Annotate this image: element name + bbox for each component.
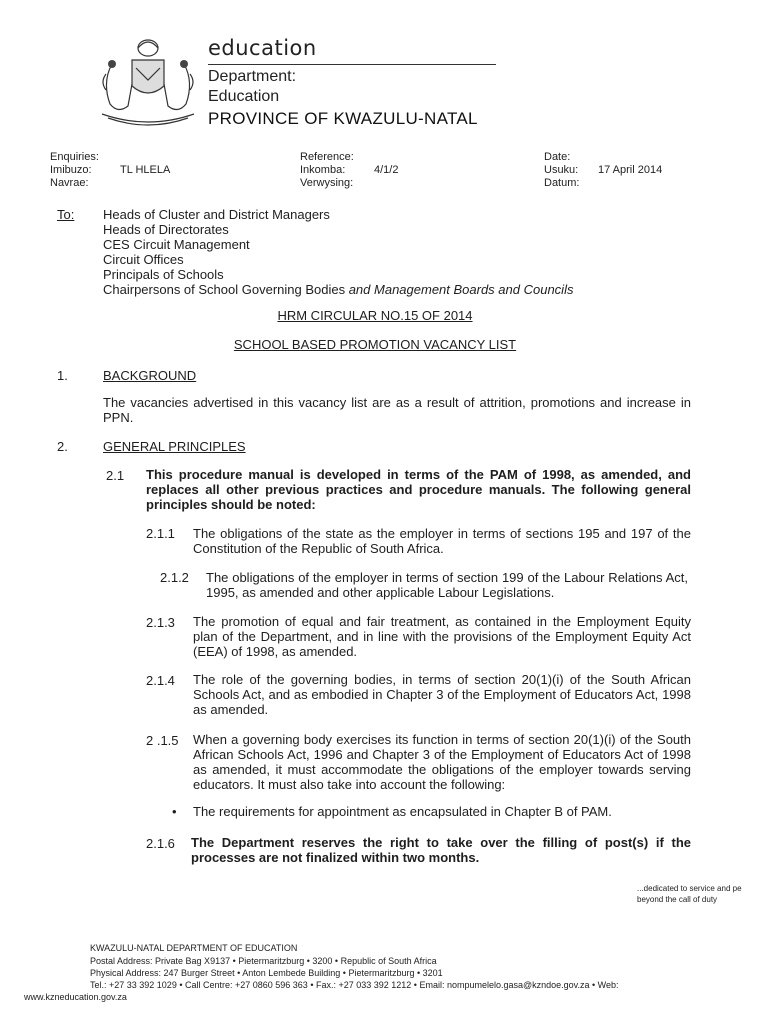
item-text: The obligations of the state as the employer in terms of sections 195 and 197 of the Constitution of the Republic of South Africa.: [193, 526, 691, 556]
recipient: Heads of Directorates: [103, 222, 229, 237]
footer-web: www.kzneducation.gov.za: [24, 992, 127, 1002]
para-2-1-number: 2.1: [106, 468, 125, 483]
item-number: 2.1.4: [146, 673, 175, 688]
date-labels: Date: Usuku: Datum:: [544, 151, 580, 189]
motto-line2: beyond the call of duty: [637, 895, 718, 904]
reference-value: 4/1/2: [374, 164, 399, 176]
item-number: 2.1.2: [160, 570, 189, 585]
footer-physical: Physical Address: 247 Burger Street • Anton Lembede Building • Pietermaritzburg • 3201: [90, 968, 443, 978]
bullet-icon: •: [172, 804, 177, 819]
item-text: When a governing body exercises its function in terms of section 20(1)(i) of the South African Schools Act, 1996 and Chapter 3 of the Employment of Educators Act of 1998 as amended, it must accommodate the obligations of the employer towards serving educators. It must also take into account the following:: [193, 732, 691, 792]
item-number: 2.1.3: [146, 615, 175, 630]
section2-heading: GENERAL PRINCIPLES: [103, 439, 246, 454]
footer-tel: Tel.: +27 33 392 1029 • Call Centre: +27 0860 596 363 • Fax.: +27 033 392 1212 • Email: nompumelelo.gasa@kzndoe.gov.za • Web:: [90, 980, 619, 990]
section1-text: The vacancies advertised in this vacancy list are as a result of attrition, promotions and increase in PPN.: [103, 395, 691, 425]
recipient-list: [103, 207, 573, 297]
item-number: 2 .1.5: [146, 733, 179, 748]
item-number: 2.1.1: [146, 526, 175, 541]
reference-labels: Reference: Inkomba: Verwysing:: [300, 151, 354, 189]
item-text: The obligations of the employer in terms of section 199 of the Labour Relations Act, 1995, as amended and other applicable Labour Legislations.: [206, 570, 688, 600]
enquiries-value: TL HLELA: [120, 164, 171, 176]
date-value: 17 April 2014: [598, 164, 663, 176]
footer-postal: Postal Address: Private Bag X9137 • Pietermaritzburg • 3200 • Republic of South Africa: [90, 956, 437, 966]
section2-number: 2.: [57, 439, 68, 454]
footer-org: KWAZULU-NATAL DEPARTMENT OF EDUCATION: [90, 943, 298, 953]
letterhead-department: Department:: [208, 68, 297, 85]
recipient: Circuit Offices: [103, 252, 184, 267]
letterhead-province: PROVINCE OF KWAZULU-NATAL: [208, 109, 478, 128]
motto-line1: ...dedicated to service and pe: [637, 884, 742, 893]
item-text: The role of the governing bodies, in terms of section 20(1)(i) of the South African Schools Act, and as embodied in Chapter 3 of the Employment of Educators Act, 1998 as amended.: [193, 672, 691, 717]
recipient: Heads of Cluster and District Managers: [103, 207, 330, 222]
coat-of-arms-logo: [92, 34, 204, 126]
recipient: Principals of Schools: [103, 267, 224, 282]
recipient: Chairpersons of School Governing Bodies and Management Boards and Councils: [103, 282, 574, 297]
to-label: To:: [57, 207, 75, 222]
enquiries-labels: Enquiries: Imibuzo: Navrae:: [50, 151, 99, 189]
letterhead-title: education: [208, 36, 317, 60]
bullet-text: The requirements for appointment as encapsulated in Chapter B of PAM.: [193, 804, 612, 819]
item-text: The promotion of equal and fair treatment, as contained in the Employment Equity plan of the Department, and in line with the provisions of the Employment Equity Act (EEA) of 1998, as amended.: [193, 614, 691, 659]
item-number: 2.1.6: [146, 836, 175, 851]
section1-heading: BACKGROUND: [103, 368, 197, 383]
circular-title: HRM CIRCULAR NO.15 OF 2014: [277, 308, 473, 323]
item-text: The Department reserves the right to take over the filling of post(s) if the processes are not finalized within two months.: [191, 835, 691, 865]
subject-title: SCHOOL BASED PROMOTION VACANCY LIST: [233, 337, 517, 352]
letterhead-education: Education: [208, 88, 280, 105]
letterhead-rule: [208, 64, 496, 65]
section1-number: 1.: [57, 368, 68, 383]
recipient: CES Circuit Management: [103, 237, 250, 252]
para-2-1-text: This procedure manual is developed in terms of the PAM of 1998, as amended, and replaces all other previous practices and procedure manuals. The following general principles should be noted:: [146, 467, 691, 512]
